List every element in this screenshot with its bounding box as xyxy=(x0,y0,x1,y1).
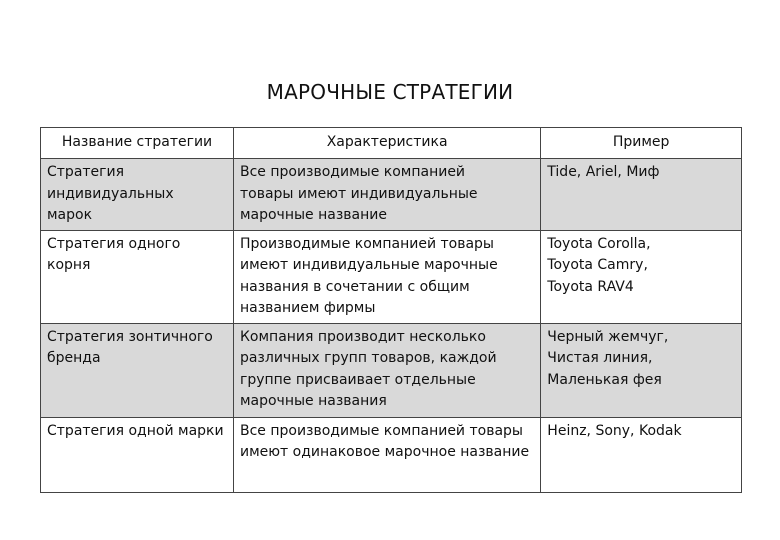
cell-name: Стратегия одной марки xyxy=(41,417,234,492)
table-row xyxy=(41,323,742,417)
cell-name: Стратегия индивидуальных марок xyxy=(41,159,234,231)
cell-example: Heinz, Sony, Kodak xyxy=(541,417,742,492)
table-row xyxy=(41,159,742,231)
header-example: Пример xyxy=(541,128,742,159)
cell-example: Черный жемчуг, Чистая линия, Маленькая фея xyxy=(541,323,742,417)
header-characteristic: Характеристика xyxy=(233,128,540,159)
cell-characteristic: Производимые компанией товары имеют индивидуальные марочные названия в сочетании с общим названием фирмы xyxy=(233,230,540,323)
strategies-table xyxy=(40,127,742,493)
cell-example: Toyota Corolla, Toyota Camry, Toyota RAV4 xyxy=(541,230,742,323)
table-row xyxy=(41,230,742,323)
table-header-row xyxy=(41,128,742,159)
page-title: МАРОЧНЫЕ СТРАТЕГИИ xyxy=(266,80,514,104)
cell-characteristic: Все производимые компанией товары имеют одинаковое марочное название xyxy=(233,417,540,492)
table-row xyxy=(41,417,742,492)
cell-name: Стратегия одного корня xyxy=(41,230,234,323)
cell-example: Tide, Ariel, Миф xyxy=(541,159,742,231)
cell-name: Стратегия зонтичного бренда xyxy=(41,323,234,417)
cell-characteristic: Компания производит несколько различных групп товаров, каждой группе присваивает отдельные марочные названия xyxy=(233,323,540,417)
header-name: Название стратегии xyxy=(41,128,234,159)
cell-characteristic: Все производимые компанией товары имеют индивидуальные марочные название xyxy=(233,159,540,231)
